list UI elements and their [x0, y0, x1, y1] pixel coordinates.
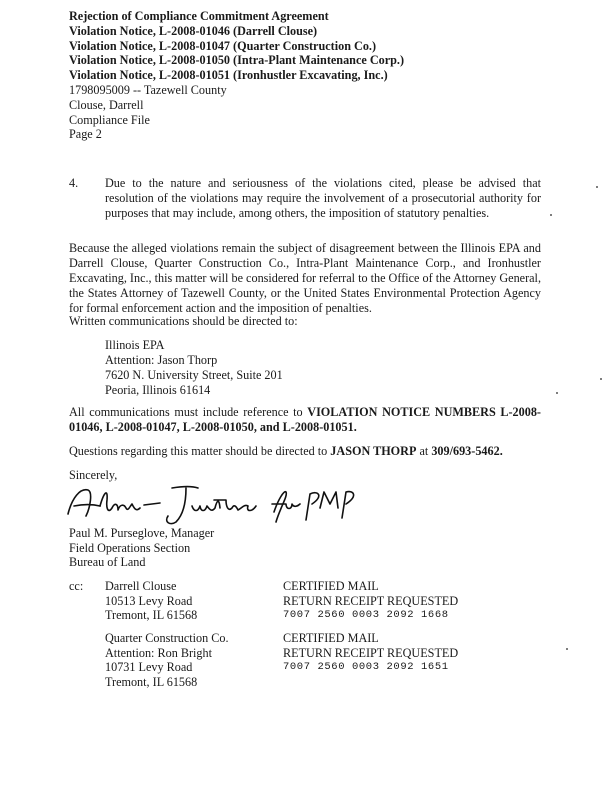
header-line: Compliance File — [69, 112, 150, 127]
paragraph-number: 4. — [69, 176, 79, 190]
address-line: Quarter Construction Co. — [105, 631, 229, 645]
address-line: Peoria, Illinois 61614 — [105, 383, 211, 397]
receipt-requested: RETURN RECEIPT REQUESTED — [283, 593, 459, 608]
header-line: 1798095009 -- Tazewell County — [69, 82, 227, 97]
header-line: Violation Notice, L-2008-01046 (Darrell Clouse) — [69, 23, 318, 38]
numbered-paragraph — [69, 176, 541, 221]
mail-type: CERTIFIED MAIL — [283, 631, 379, 645]
tracking-number: 7007 2560 0003 2092 1668 — [283, 609, 449, 622]
closing: Sincerely, — [69, 468, 118, 482]
handwritten-signature — [60, 478, 360, 526]
scan-speck — [600, 378, 602, 380]
address-line: 10731 Levy Road — [105, 660, 193, 675]
address-line: Darrell Clouse — [105, 579, 177, 593]
written-comms-line: Written communications should be directed to: — [69, 314, 298, 328]
cc-recipient-address — [105, 631, 229, 689]
scan-speck — [550, 214, 552, 216]
scan-speck — [566, 648, 568, 650]
contact-name: JASON THORP — [330, 444, 417, 458]
address-line: Illinois EPA — [105, 338, 165, 352]
header-line: Violation Notice, L-2008-01050 (Intra-Plant Maintenance Corp.) — [69, 53, 405, 68]
questions-suffix: at — [416, 444, 432, 458]
address-line: 7620 N. University Street, Suite 201 — [105, 368, 283, 382]
cc-recipient-mail — [283, 631, 458, 675]
questions-line — [69, 444, 569, 459]
questions-prefix: Questions regarding this matter should be directed to — [69, 444, 331, 458]
signer-block — [69, 526, 214, 570]
signer-bureau: Bureau of Land — [69, 555, 146, 569]
referral-paragraph: Because the alleged violations remain the subject of disagreement between the Illinois EPA and Darrell Clouse, Quarter Construction Co., Intra-Plant Maintenance Corp., and Ironhustler Excavating, Inc., this matter will be considered for referral to the Office of the Attorney General, the States Attorney of Tazewell County, or the United States Environmental Protection Agency for formal enforcement action and the imposition of penalties. — [69, 241, 541, 315]
address-line: 10513 Levy Road — [105, 593, 193, 608]
letter-header — [69, 9, 589, 142]
signer-name: Paul M. Purseglove, Manager — [69, 526, 215, 540]
signer-section: Field Operations Section — [69, 540, 191, 555]
reference-paragraph — [69, 405, 541, 435]
header-line: Clouse, Darrell — [69, 97, 144, 112]
scan-speck — [556, 392, 558, 394]
paragraph-text: Due to the nature and seriousness of the violations cited, please be advised that resolution of the violations may require the involvement of a prosecutorial authority for purposes that may include, among others, the imposition of statutory penalties. — [105, 176, 541, 220]
tracking-number: 7007 2560 0003 2092 1651 — [283, 661, 449, 674]
header-line: Violation Notice, L-2008-01051 (Ironhustler Excavating, Inc.) — [69, 68, 388, 83]
page-number: Page 2 — [69, 127, 102, 142]
address-line: Tremont, IL 61568 — [105, 608, 198, 623]
header-line: Violation Notice, L-2008-01047 (Quarter Construction Co.) — [69, 38, 377, 53]
address-line: Tremont, IL 61568 — [105, 674, 198, 689]
cc-recipient-address — [105, 579, 197, 623]
address-line: Attention: Ron Bright — [105, 645, 212, 660]
contact-phone: 309/693-5462. — [431, 444, 503, 458]
mail-type: CERTIFIED MAIL — [283, 579, 379, 593]
address-line: Attention: Jason Thorp — [105, 353, 218, 367]
receipt-requested: RETURN RECEIPT REQUESTED — [283, 645, 459, 660]
cc-label: cc: — [69, 579, 84, 593]
header-line: Rejection of Compliance Commitment Agreement — [69, 9, 329, 23]
violation-numbers: VIOLATION NOTICE NUMBERS L-2008-01046, L-2008-01047, L-2008-01050, and L-2008-01051. — [69, 405, 541, 434]
reference-prefix: All communications must include reference to — [69, 405, 308, 419]
epa-address — [105, 338, 283, 398]
cc-recipient-mail — [283, 579, 458, 623]
scan-speck — [596, 186, 598, 188]
